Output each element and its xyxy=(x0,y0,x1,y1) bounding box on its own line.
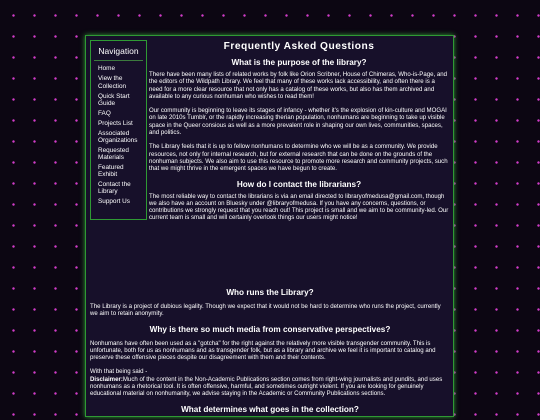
nav-link-contact-library[interactable]: Contact the Library xyxy=(98,181,131,196)
faq-paragraph: The Library is a project of dubious legality. Though we expect that it would not be hard to determine who runs the project, currently we aim to retain anonymity. xyxy=(90,303,441,318)
faq-paragraph: Our community is beginning to leave its stages of infancy - whether it's the explosion of kin-culture and MOGAI on late 2010s Tumblr, or the rapidly increasing therian population, nonhumans are beginning to take up visible space in the Queer consious as well as a more prevalent role in shaping our own lives, communities, spaces, and politics. xyxy=(149,107,447,137)
nav-link-projects-list[interactable]: Projects List xyxy=(98,119,133,127)
sidebar-title: Navigation xyxy=(94,41,143,61)
faq-question: Who runs the Library? xyxy=(226,288,314,297)
faq-paragraph: The Library feels that it is up to fellow nonhumans to determine who we will be as a community. We provide resources, not only for internal research, but for external research that can be done on the grounds of the nonhuman subjects. We also aim to use this resource to promote more research and community projects, such that we might thrive in the emergent spaces we have begun to create. xyxy=(149,143,448,173)
disclaimer-paragraph xyxy=(90,376,450,398)
nav-link-home[interactable]: Home xyxy=(98,65,116,73)
nav-link-faq[interactable]: FAQ xyxy=(98,109,111,117)
faq-collection-criteria xyxy=(90,405,450,414)
disclaimer-text: Much of the content in the Non-Academic Publications section comes from right-wing journalists and pundits, and uses nonhumans as a rhetorical tool. It is often offensive, harmful, and sometimes outright violent. If you are looking for genuinely educational material on nonhumanity, we advise staying in the Academic or Community Publications sections. xyxy=(90,375,443,398)
faq-paragraph: Nonhumans have often been used as a "gotcha" for the right against the relatively more visible transgender community. This is unfortunate, both for us as nonhumans and as transgender folk, but as a library and archive we feel it is important to catalog and preserve these offensive pieces despite our disagreement with them and their contents. xyxy=(90,339,436,362)
page-title: Frequently Asked Questions xyxy=(223,41,375,52)
faq-paragraph: The most reliable way to contact the librarians is via an email directed to libraryofmedusa@gmail.com, though we also have an account on Bluesky under @libraryofmedusa. If you have any concerns, questions, or contributions we strongly request that you reach out! This project is small and we aim to be community-led. Our current team is small and will certainly overlook things our users might notice! xyxy=(149,192,449,222)
faq-paragraph: There have been many lists of related works by folk like Orion Scribner, House of Chimeras, Who-is-Page, and the editors of the Wildpath Library. We feel that many of these works lack accessibility, and often there is a need for a more clear resource that not only has a catalog of these works, but also has them archived and available to any curious nonhuman who wishes to read them! xyxy=(149,71,448,100)
nav-link-quick-start-guide[interactable]: Quick Start Guide xyxy=(98,92,130,107)
faq-contact xyxy=(149,180,449,222)
faq-wide-section xyxy=(90,286,450,420)
faq-purpose xyxy=(149,58,449,173)
faq-question: How do I contact the librarians? xyxy=(236,179,362,189)
faq-paragraph: With that being said - xyxy=(90,368,148,376)
sidebar-navigation xyxy=(90,40,147,220)
nav-link-support-us[interactable]: Support Us xyxy=(98,198,130,206)
main-content xyxy=(149,40,449,229)
nav-link-associated-organizations[interactable]: Associated Organizations xyxy=(98,129,138,144)
faq-question: What is the purpose of the library? xyxy=(231,58,367,67)
faq-who-runs xyxy=(90,288,450,318)
disclaimer-label: Disclaimer: xyxy=(90,375,123,383)
nav-link-requested-materials[interactable]: Requested Materials xyxy=(98,146,129,162)
faq-question: Why is there so much media from conservative perspectives? xyxy=(149,324,391,334)
faq-conservative-media xyxy=(90,325,450,398)
faq-question: What determines what goes in the collection? xyxy=(181,404,359,414)
nav-link-featured-exhibit[interactable]: Featured Exhibit xyxy=(98,164,124,179)
nav-link-view-collection[interactable]: View the Collection xyxy=(98,75,127,90)
